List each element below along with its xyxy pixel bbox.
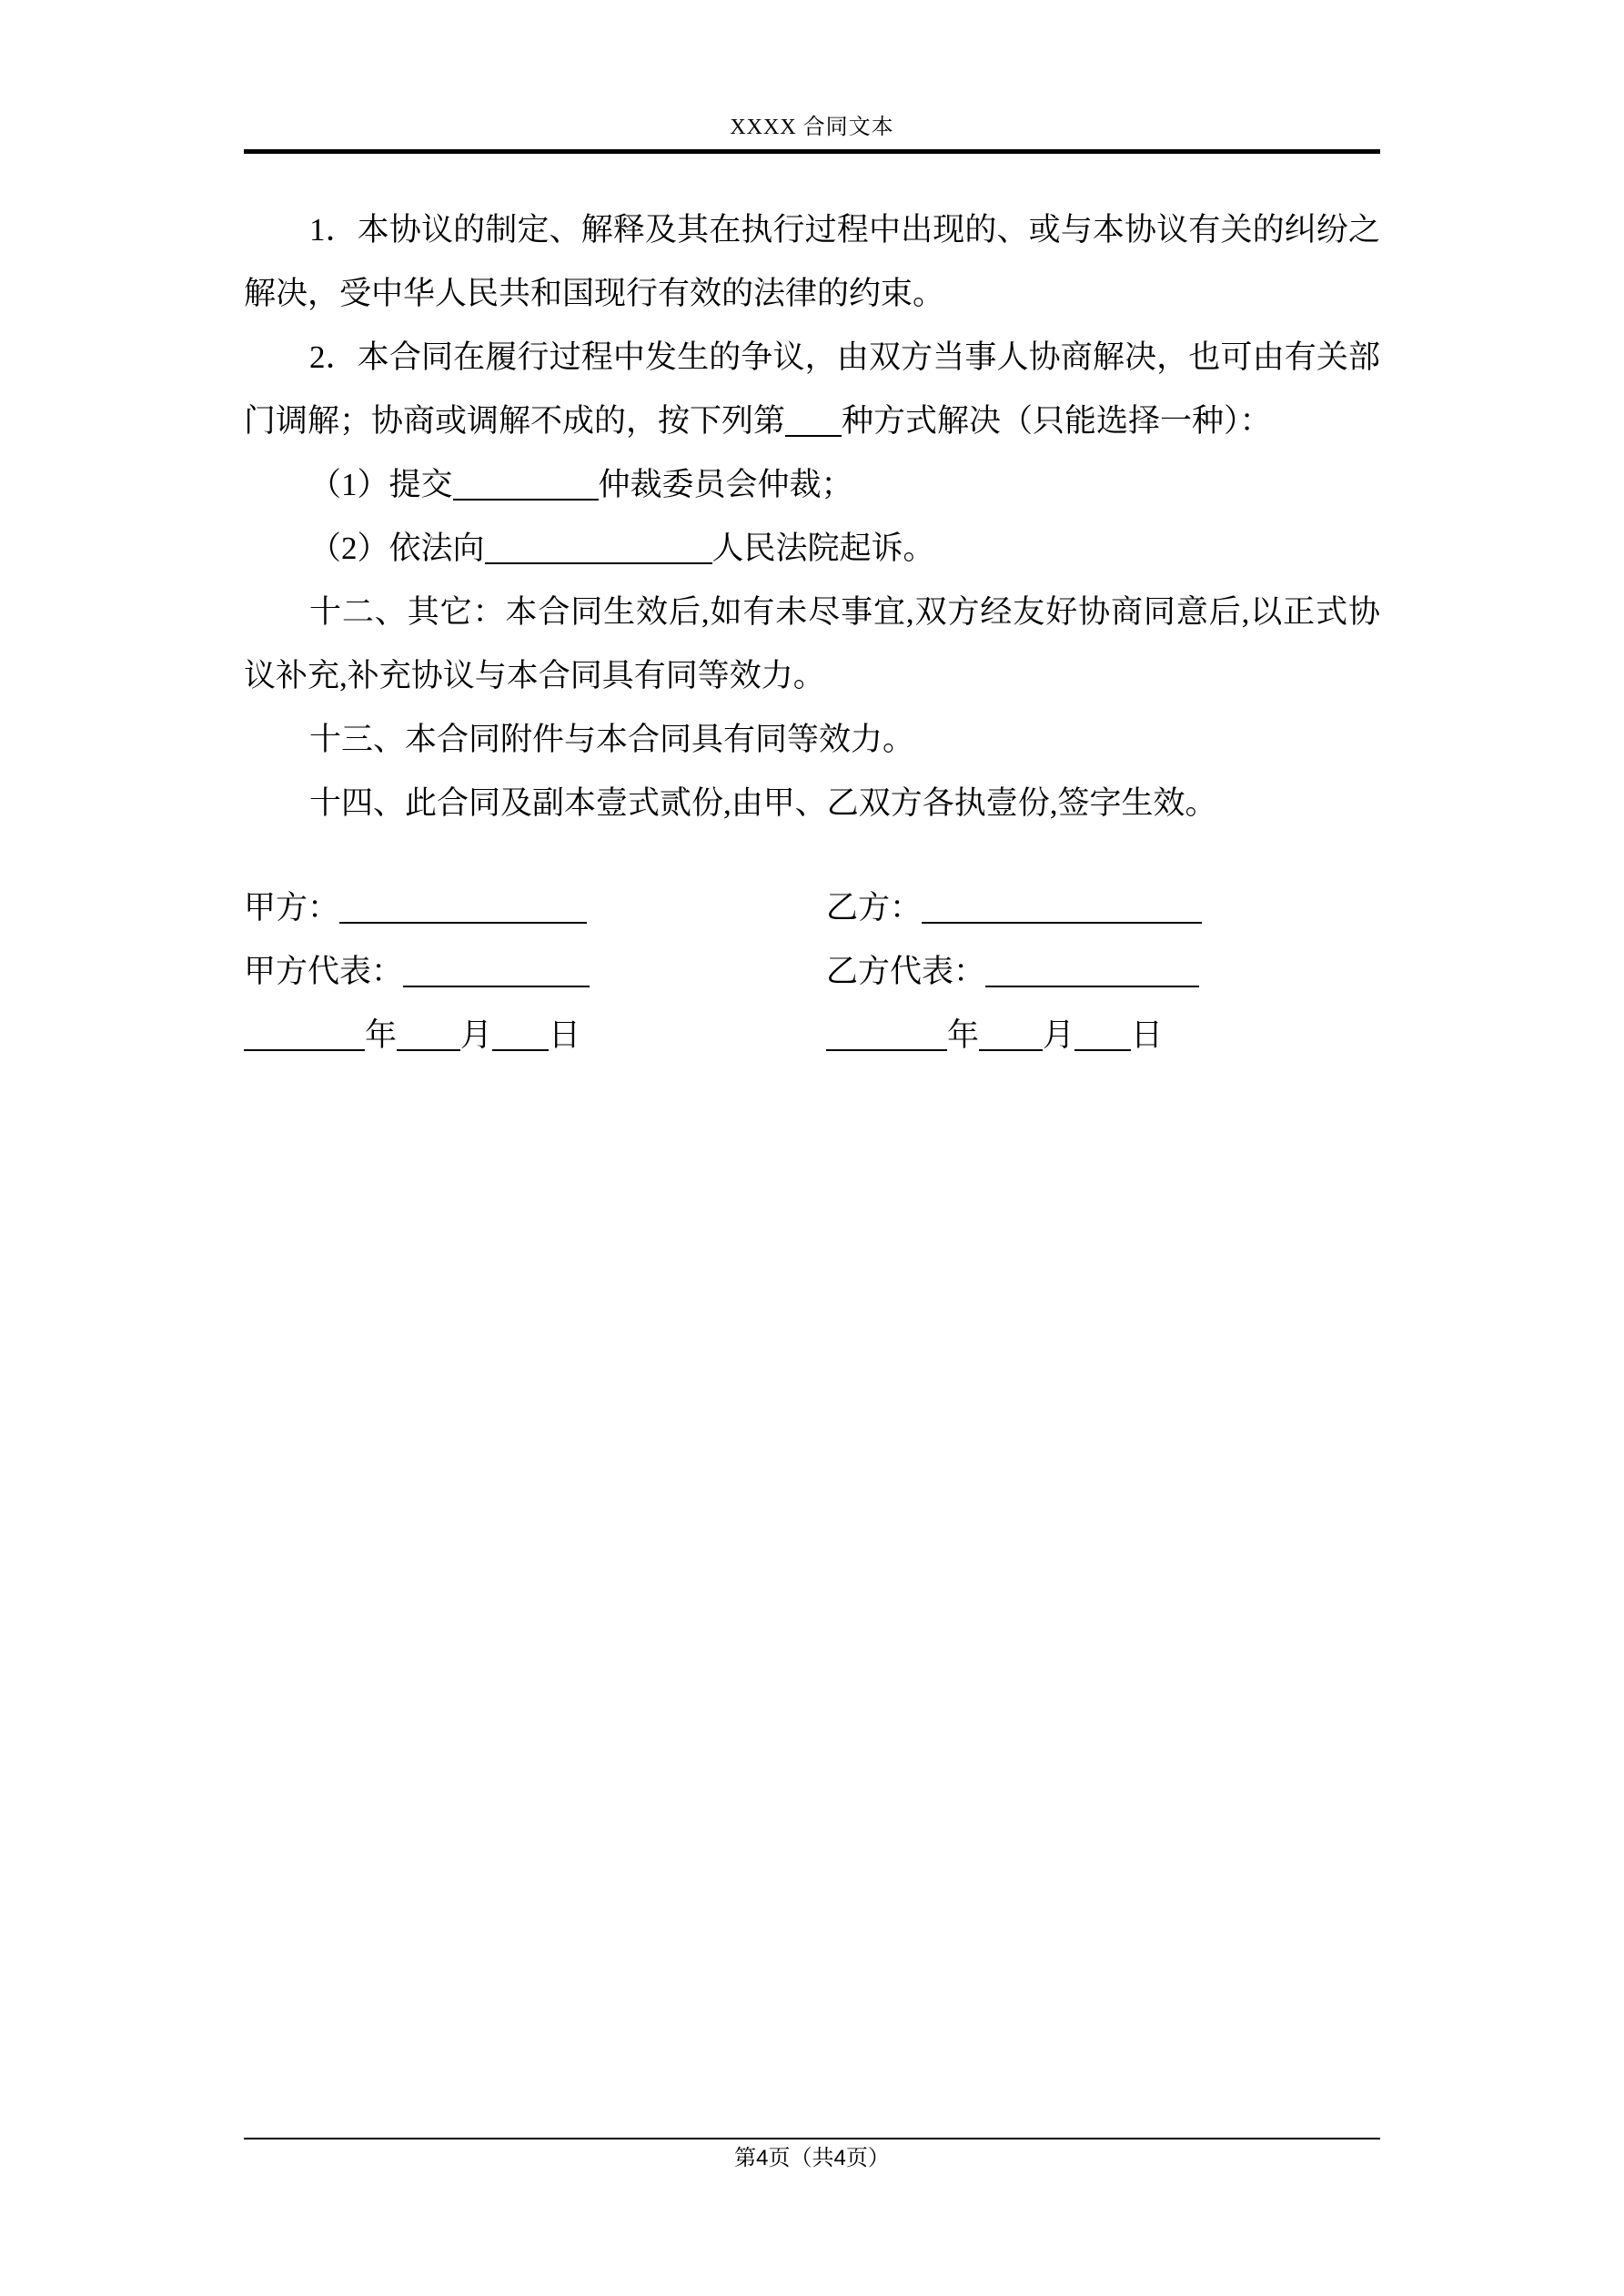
contract-body	[244, 198, 1380, 835]
party-a-rep-label: 甲方代表：	[244, 954, 404, 989]
party-b-label: 乙方：	[826, 890, 923, 925]
item-court	[244, 517, 1380, 581]
party-a-label: 甲方：	[244, 890, 340, 925]
party-a-month-label: 月	[460, 1017, 493, 1053]
blank-party-b-name	[922, 895, 1202, 924]
blank-party-b-rep	[985, 958, 1199, 987]
paragraph-governing-law: 1．本协议的制定、解释及其在执行过程中出现的、或与本协议有关的纠纷之解决，受中华人民共和国现行有效的法律的约束。	[244, 212, 1380, 311]
item-arbitration-text-after: 仲裁委员会仲裁；	[598, 467, 853, 502]
party-a-year-label: 年	[365, 1017, 398, 1053]
footer-divider	[244, 2138, 1380, 2139]
paragraph-dispute-text-after: 种方式解决（只能选择一种）：	[842, 403, 1272, 439]
party-a-rep-line	[244, 940, 826, 1004]
item-court-text-after: 人民法院起诉。	[711, 531, 935, 566]
signature-row-representatives	[244, 940, 1380, 1004]
blank-party-b-month	[979, 1022, 1043, 1051]
party-b-name-line	[826, 876, 1380, 940]
item-court-text-before: （2）依法向	[309, 531, 485, 566]
document-header-title: XXXX 合同文本	[730, 116, 894, 139]
blank-party-a-name	[339, 895, 587, 924]
party-b-day-label: 日	[1131, 1017, 1164, 1053]
paragraph-article-13: 十三、本合同附件与本合同具有同等效力。	[309, 722, 915, 757]
blank-court-name	[485, 535, 712, 564]
signature-row-dates	[244, 1004, 1380, 1067]
paragraph-dispute-text-before: 2．本合同在履行过程中发生的争议，由双方当事人协商解决，也可由有关部门调解；协商或调解不成的，按下列第	[244, 339, 1380, 439]
paragraph-article-12: 十二、其它：本合同生效后,如有未尽事宜,双方经友好协商同意后,以正式协议补充,补充协议与本合同具有同等效力。	[244, 594, 1380, 693]
blank-party-a-rep	[403, 958, 590, 987]
signature-row-names	[244, 876, 1380, 940]
blank-dispute-method	[785, 408, 842, 437]
party-b-date-line	[826, 1004, 1380, 1067]
blank-party-b-day	[1074, 1022, 1131, 1051]
paragraph-article-14: 十四、此合同及副本壹式贰份,由甲、乙双方各执壹份,签字生效。	[309, 785, 1217, 821]
item-arbitration	[244, 453, 1380, 517]
party-b-rep-line	[826, 940, 1380, 1004]
paragraph-dispute-resolution	[244, 326, 1380, 453]
header-divider	[244, 149, 1380, 154]
page-number: 第4页（共4页）	[734, 2146, 890, 2170]
party-a-name-line	[244, 876, 826, 940]
party-a-day-label: 日	[549, 1017, 581, 1053]
blank-arbitration-committee	[453, 471, 599, 501]
party-b-year-label: 年	[947, 1017, 980, 1053]
party-a-date-line	[244, 1004, 826, 1067]
signature-block	[244, 876, 1380, 1067]
blank-party-a-year	[244, 1022, 365, 1051]
party-b-rep-label: 乙方代表：	[826, 954, 986, 989]
party-b-month-label: 月	[1043, 1017, 1075, 1053]
blank-party-a-day	[492, 1022, 549, 1051]
item-arbitration-text-before: （1）提交	[309, 467, 453, 502]
blank-party-b-year	[826, 1022, 947, 1051]
blank-party-a-month	[397, 1022, 460, 1051]
